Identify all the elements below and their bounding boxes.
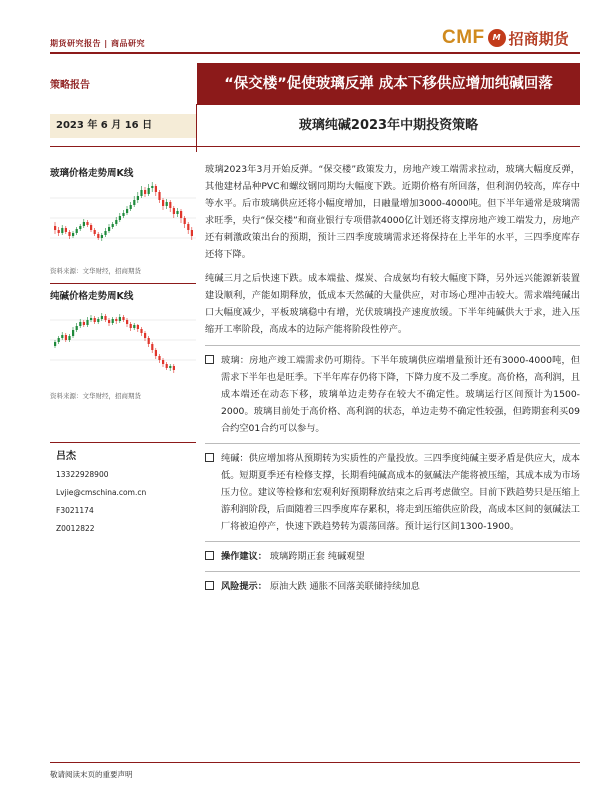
glass-candle	[122, 213, 124, 216]
soda-candle	[54, 342, 56, 346]
glass-chart-source: 资料来源：文华财经，招商期货	[50, 267, 141, 275]
glass-candle	[68, 232, 70, 236]
report-title: “保交楼”促使玻璃反弹 成本下移供应增加纯碱回落	[197, 63, 580, 105]
glass-candle	[76, 229, 78, 233]
report-subtitle: 玻璃纯碱2023年中期投资策略	[298, 118, 479, 133]
soda-candle	[133, 325, 135, 328]
checkbox-square-icon	[205, 581, 214, 590]
soda-candle	[144, 333, 146, 338]
soda-candle	[130, 324, 132, 328]
checkbox-square-icon	[205, 551, 214, 560]
glass-candle	[79, 226, 81, 229]
soda-candle	[68, 336, 70, 340]
soda-candle	[137, 325, 139, 329]
soda-candle	[126, 320, 128, 324]
glass-candle	[155, 186, 157, 192]
header-divider	[50, 52, 580, 54]
risk-bullet	[205, 578, 580, 595]
author-block	[56, 448, 146, 538]
glass-candle	[191, 230, 193, 236]
report-date: 2023 年 6 月 16 日	[50, 114, 196, 138]
glass-candle	[133, 200, 135, 205]
soda-candle	[76, 326, 78, 330]
soda-kline-svg	[50, 300, 196, 382]
body-divider	[205, 443, 580, 444]
glass-candle	[104, 231, 106, 235]
author-email[interactable]: Lvjie@cmschina.com.cn	[56, 488, 147, 497]
glass-candle	[158, 192, 160, 200]
glass-candle	[119, 216, 121, 220]
soda-candle	[140, 329, 142, 333]
glass-candle	[115, 220, 117, 224]
soda-candle	[94, 318, 96, 322]
glass-candle	[140, 190, 142, 196]
soda-candle	[83, 322, 85, 325]
glass-kline-chart	[50, 178, 196, 260]
body-divider	[205, 345, 580, 346]
glass-bullet-text: 玻璃：房地产竣工端需求仍可期待。下半年玻璃供应端增量预计还有3000-4000吨，但需求下半年也是旺季。下半年库存仍将下降，下降力度不及二季度。高价格，高利润，且成本端还在动态下移，玻璃单边走势存在较大不确定性。玻璃运行区间预计为1500-2000。玻璃目前处于高价格、高利润的状态，单边走势不确定性较强，但跨期套利买09合约空01合约可以参与。	[221, 355, 580, 434]
company-logo	[442, 27, 569, 49]
risk-label: 风险提示：	[221, 581, 267, 592]
glass-bullet	[205, 352, 580, 437]
soda-candle	[169, 366, 171, 368]
glass-candle	[126, 209, 128, 213]
soda-candle	[72, 330, 74, 336]
author-license-investment: Z0012822	[56, 524, 95, 533]
glass-candle	[112, 224, 114, 227]
soda-bullet	[205, 450, 580, 535]
glass-candle	[176, 211, 178, 214]
logo-mark-icon: M	[488, 29, 506, 47]
glass-candle	[148, 188, 150, 194]
author-license-futures: F3021174	[56, 506, 94, 515]
logo-cn-text: 招商期货	[508, 29, 569, 48]
sidebar-divider	[50, 283, 196, 284]
glass-candle	[187, 224, 189, 230]
operation-text: 玻璃跨期正套 纯碱观望	[269, 551, 365, 562]
footer-divider	[50, 762, 580, 763]
soda-bullet-text: 纯碱：供应增加将从预期转为实质性的产量投放。三四季度纯碱主要矛盾是供应大，成本低。短期夏季还有检修支撑，长期看纯碱高成本的氨碱法产能将被压缩，其成本成为市场压力位。建议等检修和宏观利好预期释放结束之后再考虑做空。目前下跌趋势只是压缩上游利润阶段，后面随着三四季度库存累积，将走到压缩供应阶段，高成本区间的氨碱法工厂将被迫停产，快速下跌趋势转为震荡回落。预计运行区间1300-1900。	[221, 453, 580, 532]
risk-text: 原油大跌 通胀不回落美联储持续加息	[269, 581, 420, 592]
author-name: 吕杰	[56, 451, 76, 462]
soda-candle	[58, 338, 60, 342]
glass-kline-svg	[50, 178, 196, 260]
glass-candle	[72, 233, 74, 236]
report-type-label: 策略报告	[50, 80, 90, 91]
soda-chart-title: 纯碱价格走势周K线	[50, 291, 134, 302]
footer-disclaimer: 敬请阅读末页的重要声明	[50, 770, 133, 779]
soda-candle	[162, 360, 164, 364]
glass-candle	[108, 227, 110, 231]
glass-chart-title: 玻璃价格走势周K线	[50, 168, 134, 179]
soda-candle	[122, 317, 124, 320]
glass-candle	[86, 222, 88, 225]
glass-candle	[137, 196, 139, 200]
logo-cmf-text: CMF	[442, 27, 485, 48]
soda-candle	[108, 320, 110, 323]
glass-summary-paragraph: 玻璃2023年3月开始反弹。“保交楼”政策发力，房地产竣工端需求拉动，玻璃大幅度反弹，其他建材品种PVC和螺纹钢同期均大幅度下跌。近期价格有所回落，但利润仍较高，库存中等水平。后市玻璃供应还将小幅度增加，日融量增加3000-4000吨。但下半年通常是玻璃需求旺季，央行“保交楼”和商业银行专项借款4000亿计划还将支撑房地产竣工端发力，房地产还有刺激政策出台的预期，预计三四季度玻璃需求还将保持在上半年的水平，三四季度库存还将下降。	[205, 164, 580, 260]
soda-candle	[112, 319, 114, 323]
author-phone: 13322928900	[56, 470, 109, 479]
glass-candle	[144, 190, 146, 194]
soda-candle	[101, 316, 103, 319]
glass-candle	[162, 200, 164, 206]
body-divider	[205, 571, 580, 572]
glass-candle	[180, 211, 182, 218]
glass-candle	[83, 222, 85, 226]
soda-candle	[148, 338, 150, 344]
checkbox-square-icon	[205, 453, 214, 462]
operation-bullet	[205, 548, 580, 565]
soda-candle	[115, 319, 117, 321]
glass-candle	[54, 226, 56, 230]
checkbox-square-icon	[205, 355, 214, 364]
glass-candle	[94, 230, 96, 234]
glass-candle	[173, 208, 175, 214]
soda-candle	[166, 364, 168, 368]
soda-candle	[119, 317, 121, 321]
glass-candle	[169, 202, 171, 208]
body-divider	[205, 541, 580, 542]
glass-candle	[166, 202, 168, 206]
soda-candle	[104, 316, 106, 320]
soda-candle	[61, 335, 63, 338]
glass-candle	[184, 218, 186, 224]
soda-kline-chart	[50, 300, 196, 382]
author-divider	[50, 442, 196, 443]
soda-candle	[86, 320, 88, 325]
soda-candle	[79, 322, 81, 326]
report-category: 期货研究报告 | 商品研究	[50, 39, 145, 48]
glass-candle	[61, 228, 63, 233]
soda-candle	[158, 356, 160, 360]
report-body	[205, 161, 580, 601]
glass-candle	[58, 230, 60, 233]
soda-candle	[65, 335, 67, 340]
soda-candle	[97, 319, 99, 322]
soda-chart-source: 资料来源：文华财经，招商期货	[50, 392, 141, 400]
soda-candle	[151, 344, 153, 350]
glass-candle	[151, 186, 153, 188]
section-divider	[50, 146, 580, 147]
glass-candle	[97, 234, 99, 238]
soda-summary-paragraph: 纯碱三月之后快速下跌。成本端盐、煤炭、合成氨均有较大幅度下降，另外远兴能源新装置建设顺利，产能如期释放，低成本天然碱的大量供应，对市场心理冲击较大。需求端纯碱出口大幅度减少，平板玻璃稳中有增，光伏玻璃投产速度放缓。下半年纯碱供大于求，进入压缩开工率阶段，高成本的边际产能将阶段性停产。	[205, 273, 580, 335]
operation-label: 操作建议：	[221, 551, 267, 562]
soda-candle	[90, 318, 92, 320]
glass-candle	[101, 235, 103, 238]
glass-candle	[65, 228, 67, 232]
soda-candle	[155, 350, 157, 356]
glass-candle	[90, 225, 92, 230]
glass-candle	[130, 205, 132, 209]
soda-candle	[173, 366, 175, 370]
